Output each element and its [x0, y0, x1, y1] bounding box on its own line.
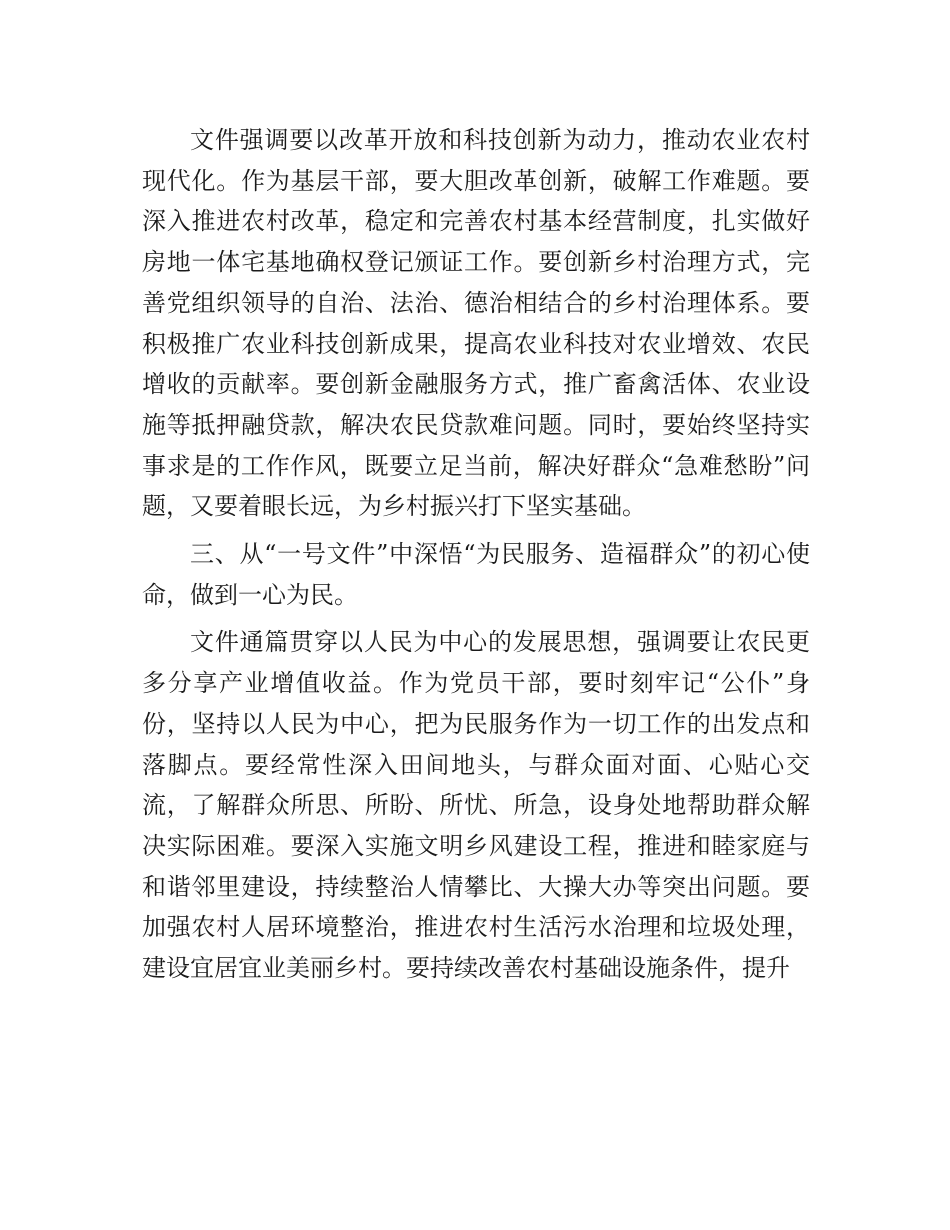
body-paragraph-1: 文件强调要以改革开放和科技创新为动力，推动农业农村现代化。作为基层干部，要大胆改革创新，破解工作难题。要深入推进农村改革，稳定和完善农村基本经营制度，扎实做好房地一体宅基地确权登记颁证工作。要创新乡村治理方式，完善党组织领导的自治、法治、德治相结合的乡村治理体系。要积极推广农业科技创新成果，提高农业科技对农业增效、农民增收的贡献率。要创新金融服务方式，推广畜禽活体、农业设施等抵押融贷款，解决农民贷款难问题。同时，要始终坚持实事求是的工作作风，既要立足当前，解决好群众“急难愁盼”问题，又要着眼长远，为乡村振兴打下坚实基础。 — [142, 126, 810, 521]
body-paragraph-2: 文件通篇贯穿以人民为中心的发展思想，强调要让农民更多分享产业增值收益。作为党员干部，要时刻牢记“公仆”身份，坚持以人民为中心，把为民服务作为一切工作的出发点和落脚点。要经常性深入田间地头，与群众面对面、心贴心交流，了解群众所思、所盼、所忧、所急，设身处地帮助群众解决实际困难。要深入实施文明乡风建设工程，推进和睦家庭与和谐邻里建设，持续整治人情攀比、大操大办等突出问题。要加强农村人居环境整治，推进农村生活污水治理和垃圾处理，建设宜居宜业美丽乡村。要持续改善农村基础设施条件，提升 — [142, 628, 810, 983]
section-heading: 三、从“一号文件”中深悟“为民服务、造福群众”的初心使命，做到一心为民。 — [142, 540, 810, 609]
document-body — [142, 120, 810, 996]
